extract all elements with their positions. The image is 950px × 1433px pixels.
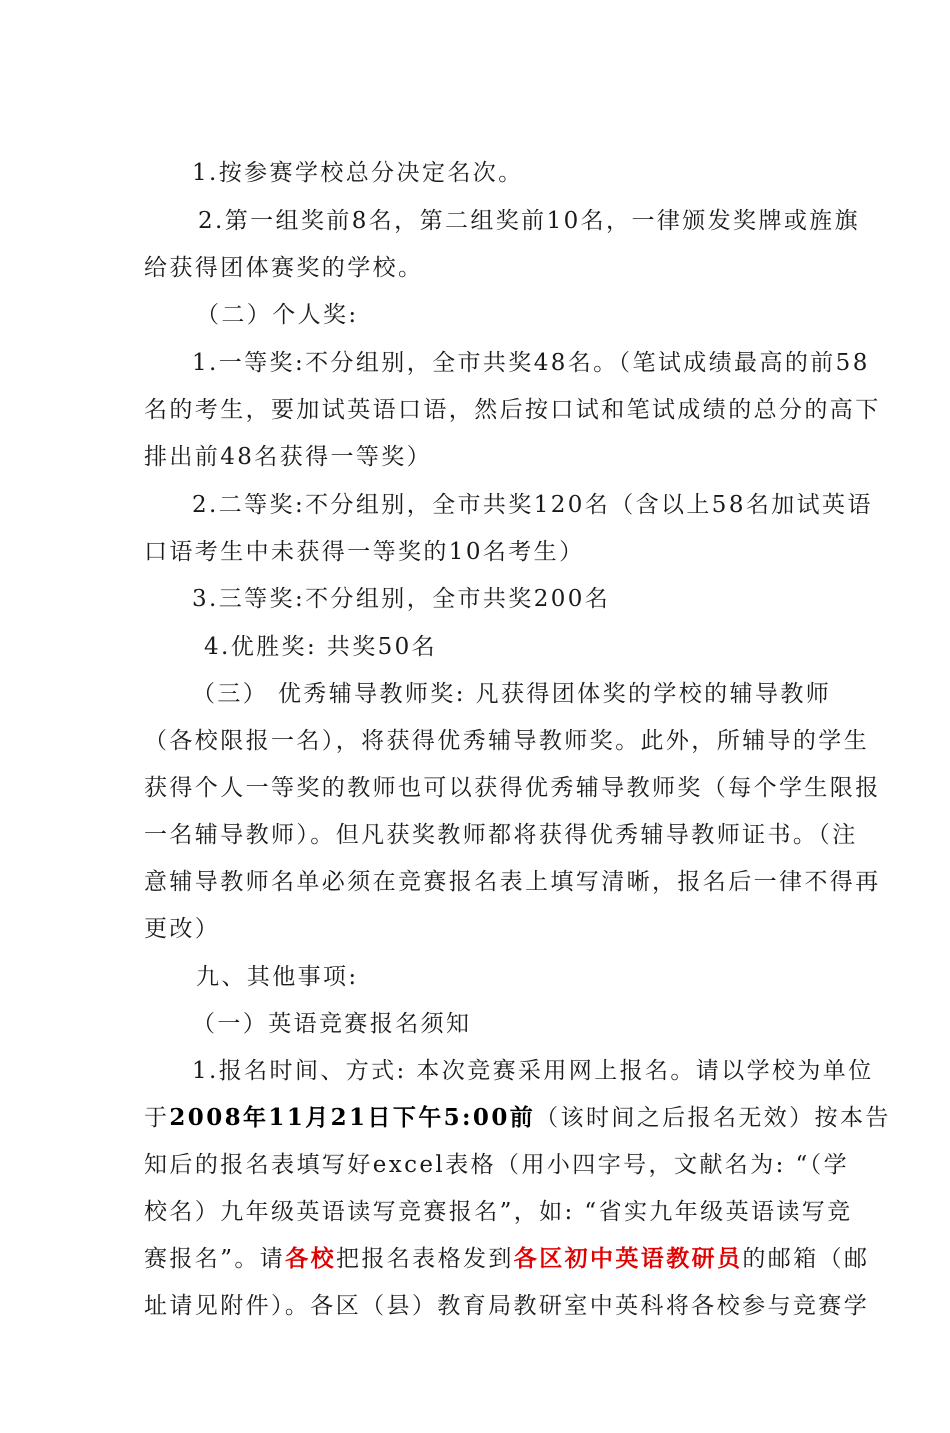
section-individual-awards-heading: （二）个人奖: bbox=[196, 302, 359, 328]
tutor-award-cont-3: 一名辅导教师）。但凡获奖教师都将获得优秀辅导教师证书。（注 bbox=[144, 822, 858, 848]
registration-rule-1-cont-1 bbox=[144, 1103, 891, 1133]
text-segment: 于 bbox=[144, 1105, 170, 1131]
first-prize-rule: 1.一等奖:不分组别，全市共奖48名。（笔试成绩最高的前58 bbox=[192, 350, 870, 376]
deadline-text: 2008年11月21日下午5:00前 bbox=[169, 1104, 536, 1131]
second-prize-rule-cont: 口语考生中未获得一等奖的10名考生） bbox=[144, 539, 585, 565]
third-prize-rule: 3.三等奖:不分组别，全市共奖200名 bbox=[192, 586, 611, 612]
highlight-each-school: 各校 bbox=[285, 1245, 336, 1272]
team-award-rule-1: 1.按参赛学校总分决定名次。 bbox=[192, 160, 524, 186]
registration-notice-heading: （一）英语竞赛报名须知 bbox=[192, 1011, 472, 1037]
highlight-district-researcher: 各区初中英语教研员 bbox=[513, 1245, 743, 1272]
team-award-rule-2: 2.第一组奖前8名，第二组奖前10名，一律颁发奖牌或旌旗 bbox=[198, 208, 861, 234]
registration-rule-1-cont-3: 校名）九年级英语读写竞赛报名”，如: “省实九年级英语读写竞 bbox=[144, 1199, 853, 1225]
registration-rule-1-cont-5: 址请见附件）。各区（县）教育局教研室中英科将各校参与竞赛学 bbox=[144, 1293, 870, 1319]
section-nine-heading: 九、其他事项: bbox=[196, 964, 359, 990]
text-segment: 把报名表格发到 bbox=[335, 1246, 514, 1272]
tutor-award-cont-4: 意辅导教师名单必须在竞赛报名表上填写清晰，报名后一律不得再 bbox=[144, 869, 881, 895]
first-prize-rule-cont-2: 排出前48名获得一等奖） bbox=[144, 444, 433, 470]
text-segment: 的邮箱（邮 bbox=[742, 1246, 870, 1272]
registration-rule-1-cont-4 bbox=[144, 1244, 870, 1274]
text-segment: 赛报名”。请 bbox=[144, 1246, 286, 1272]
merit-award-rule: 4.优胜奖: 共奖50名 bbox=[204, 634, 438, 660]
registration-rule-1-cont-2: 知后的报名表填写好excel表格（用小四字号，文献名为: “（学 bbox=[144, 1152, 849, 1178]
first-prize-rule-cont-1: 名的考生，要加试英语口语，然后按口试和笔试成绩的总分的高下 bbox=[144, 397, 881, 423]
second-prize-rule: 2.二等奖:不分组别，全市共奖120名（含以上58名加试英语 bbox=[192, 492, 873, 518]
tutor-award-cont-1: （各校限报一名），将获得优秀辅导教师奖。此外，所辅导的学生 bbox=[144, 728, 870, 754]
tutor-award-cont-2: 获得个人一等奖的教师也可以获得优秀辅导教师奖（每个学生限报 bbox=[144, 775, 881, 801]
tutor-award-cont-5: 更改） bbox=[144, 916, 221, 942]
tutor-award-heading: （三） 优秀辅导教师奖: 凡获得团体奖的学校的辅导教师 bbox=[192, 681, 832, 707]
text-segment: （该时间之后报名无效）按本告 bbox=[535, 1105, 891, 1131]
team-award-rule-2-cont: 给获得团体赛奖的学校。 bbox=[144, 255, 424, 281]
registration-rule-1: 1.报名时间、方式: 本次竞赛采用网上报名。请以学校为单位 bbox=[192, 1058, 874, 1084]
